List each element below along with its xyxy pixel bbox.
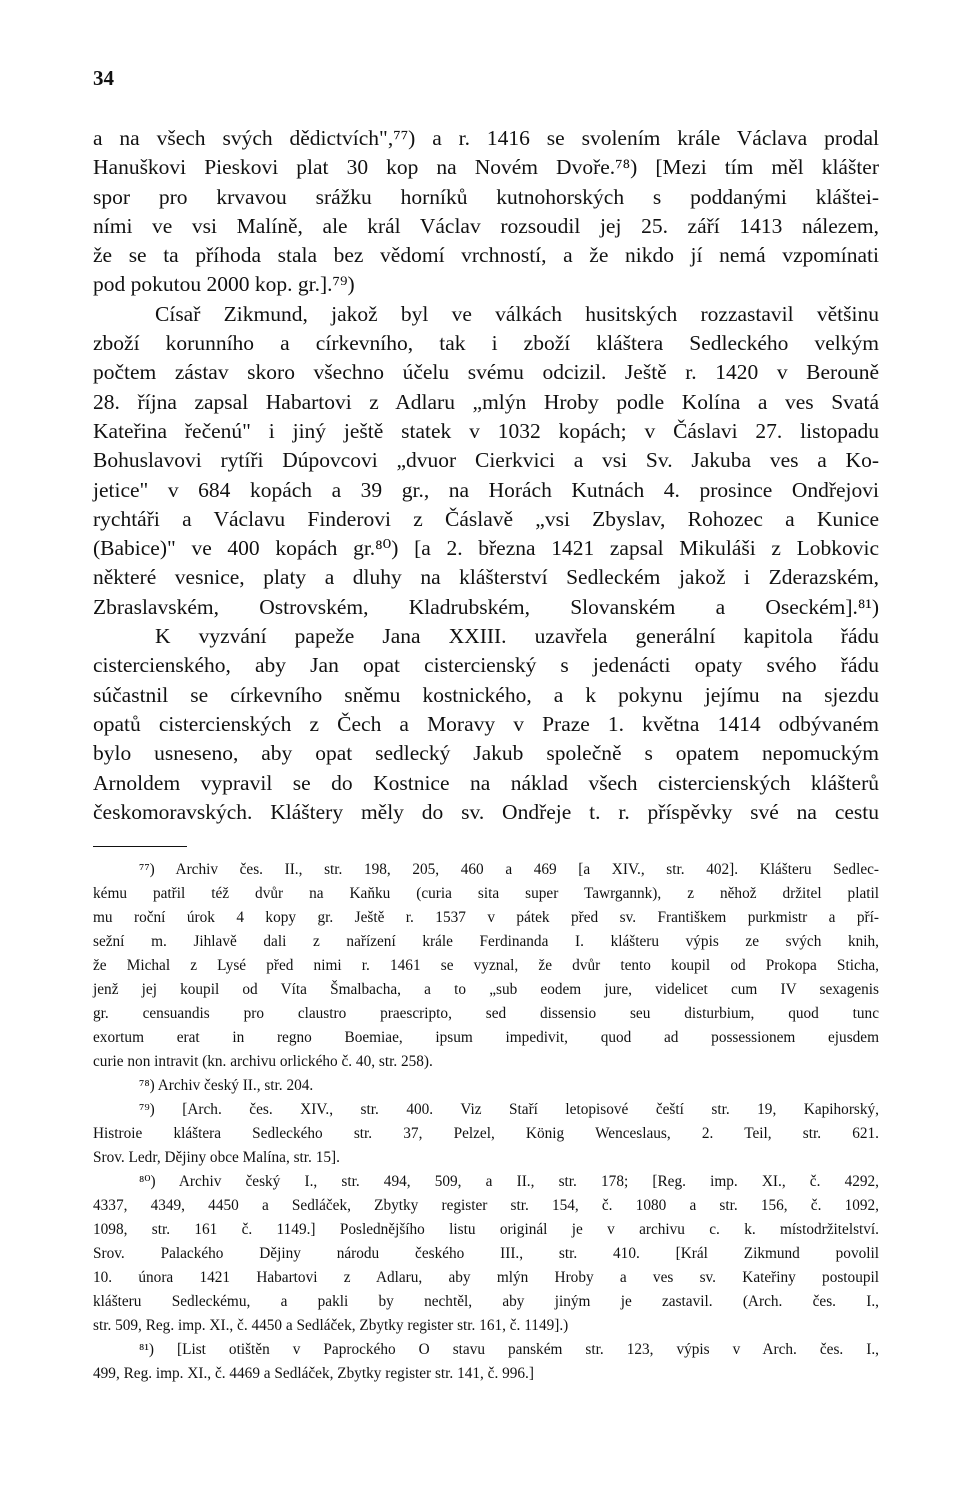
footnote-line: jenž jej koupil od Víta Šmalbacha, a to „sub eodem jure, videlicet cum IV sexagenis [93, 981, 879, 998]
text-line: Bohuslavovi rytíři Dúpovcovi „dvuor Cierkvici a vsi Sv. Jakuba ves a Ko- [93, 448, 879, 473]
page-number: 34 [93, 66, 114, 90]
text-line: bylo usneseno, aby opat sedlecký Jakub společně s opatem nepomuckým [93, 741, 879, 766]
footnote-line: 1098, str. 161 č. 1149.] Poslednějšího listu originál je v archivu c. k. místodržitelství. [93, 1221, 879, 1238]
text-line: opatů cisterciensk​ých z Čech a Moravy v Praze 1. května 1414 odbývaném [93, 711, 879, 736]
footnote-line: 499, Reg. imp. XI., č. 4469 a Sedláček, Zbytky register str. 141, č. 996.] [93, 1365, 534, 1382]
text-line: zboží korunního a církevního, tak i zboží kláštera Sedleckého velkým [93, 331, 879, 356]
footnote-line: sežní m. Jihlavě dali z nařízení krále Ferdinanda I. klášteru výpis ze svých knih, [93, 933, 879, 950]
text-line: českomoravských. Kláštery měly do sv. Ondřeje t. r. příspěvky své na cestu [93, 799, 879, 824]
footnote-line: str. 509, Reg. imp. XI., č. 4450 a Sedláček, Zbytky register str. 161, č. 1149].) [93, 1317, 569, 1334]
footnote-line: 4337, 4349, 4450 a Sedláček, Zbytky register str. 154, č. 1080 a str. 156, č. 1092, [93, 1197, 879, 1214]
footnote-line: curie non intravit (kn. archivu orlického č. 40, str. 258). [93, 1053, 433, 1070]
footnote-line: ⁸¹) [List otištěn v Paprockého O stavu panském str. 123, výpis v Arch. čes. I., [139, 1341, 879, 1358]
footnote-line: Srov. Palackého Dějiny národu českého III., str. 410. [Král Zikmund povolil [93, 1245, 879, 1262]
text-line: cisterciensk​ého, aby Jan opat cisterciensk​ý s jedenácti opaty svého řádu [93, 653, 879, 678]
text-line: a na všech svých dědictvích",⁷⁷) a r. 1416 se svolením krále Václava prodal [93, 126, 879, 150]
main-text [93, 124, 879, 827]
text-line: některé vesnice, platy a dluhy na klášterství Sedleckém jakož i Zderazském, [93, 565, 879, 590]
footnote-line: gr. censuandis pro claustro praescripto, sed dissensio seu disturbium, quod tunc [93, 1005, 879, 1022]
text-line: jetice" v 684 kopách a 39 gr., na Horách Kutnách 4. prosince Ondřejovi [93, 477, 879, 502]
text-line: ními ve vsi Malíně, ale král Václav rozsoudil jej 25. září 1413 nálezem, [93, 213, 879, 238]
footnote-line: klášteru Sedleckému, a pakli by nechtěl, aby jiným je zastavil. (Arch. čes. I., [93, 1293, 879, 1310]
text-line: Zbraslavském, Ostrovském, Kladrubském, Slovanském a Oseckém].⁸¹) [93, 594, 879, 619]
text-line: pod pokutou 2000 kop. gr.].⁷⁹) [93, 272, 355, 297]
footnote-line: kému patřil též dvůr na Kaňku (curia sita super Tawrgannk), z něhož držitel platil [93, 885, 879, 902]
text-line: Kateřina řečenú" i jiný ještě statek v 1032 kopách; v Čáslavi 27. listopadu [93, 418, 879, 443]
text-line: 28. října zapsal Habartovi z Adlaru „mlýn Hroby podle Kolína a ves Svatá [93, 389, 879, 414]
footnote-line: exortum erat in regno Boemiae, ipsum impedivit, quod ad possessionem ejusdem [93, 1029, 879, 1046]
text-line: súčastnil se církevního sněmu kostnického, a k pokynu jejímu na sjezdu [93, 682, 879, 707]
text-line: počtem zástav skoro všechno účelu svému odcizil. Ještě r. 1420 v Berouně [93, 360, 879, 385]
text-line: rychtáři a Václavu Finderovi z Čáslavě „vsi Zbyslav, Rohozec a Kunice [93, 506, 879, 531]
footnote-line: že Michal z Lysé před nimi r. 1461 se vyznal, že dvůr tento koupil od Prokopa Sticha, [93, 957, 879, 974]
footnote-line: ⁷⁹) [Arch. čes. XIV., str. 400. Viz Staří letopisové čeští str. 19, Kapihorský, [139, 1101, 879, 1118]
footnote-line: Histroie kláštera Sedleckého str. 37, Pelzel, König Wenceslaus, 2. Teil, str. 621. [93, 1125, 879, 1142]
text-line: Hanuškovi Pieskovi plat 30 kop na Novém Dvoře.⁷⁸) [Mezi tím měl klášter [93, 155, 879, 180]
footnote-line: Srov. Ledr, Dějiny obce Malína, str. 15]. [93, 1149, 340, 1166]
text-line: že se ta příhoda stala bez vědomí vrchností, a že nikdo jí nemá vzpomínati [93, 243, 879, 268]
footnote-line: 10. února 1421 Habartovi z Adlaru, aby mlýn Hroby a ves sv. Kateřiny postoupil [93, 1269, 879, 1286]
text-line: spor pro krvavou srážku horníků kutnohorských s poddanými kláštei- [93, 184, 879, 209]
text-line: Arnoldem vypravil se do Kostnice na náklad všech cisterciensk​ých klášterů [93, 770, 879, 795]
footnote-line: ⁸⁰) Archiv český I., str. 494, 509, a II., str. 178; [Reg. imp. XI., č. 4292, [139, 1173, 879, 1190]
text-line: Císař Zikmund, jakož byl ve válkách husitských rozzastavil většinu [155, 301, 879, 326]
text-line: (Babice)" ve 400 kopách gr.⁸⁰) [a 2. března 1421 zapsal Mikuláši z Lobkovic [93, 536, 879, 561]
footnote-line: ⁷⁸) Archiv český II., str. 204. [139, 1077, 314, 1094]
footnote-line: ⁷⁷) Archiv čes. II., str. 198, 205, 460 a 469 [a XIV., str. 402]. Klášteru Sedlec- [139, 861, 879, 878]
footnote-line: mu roční úrok 4 kopy gr. Ještě r. 1537 v pátek před sv. Františkem purkmistr a pří- [93, 909, 879, 926]
footnote-separator [93, 846, 187, 847]
footnotes [93, 858, 879, 1386]
text-line: K vyzvání papeže Jana XXIII. uzavřela generální kapitola řádu [155, 624, 879, 649]
